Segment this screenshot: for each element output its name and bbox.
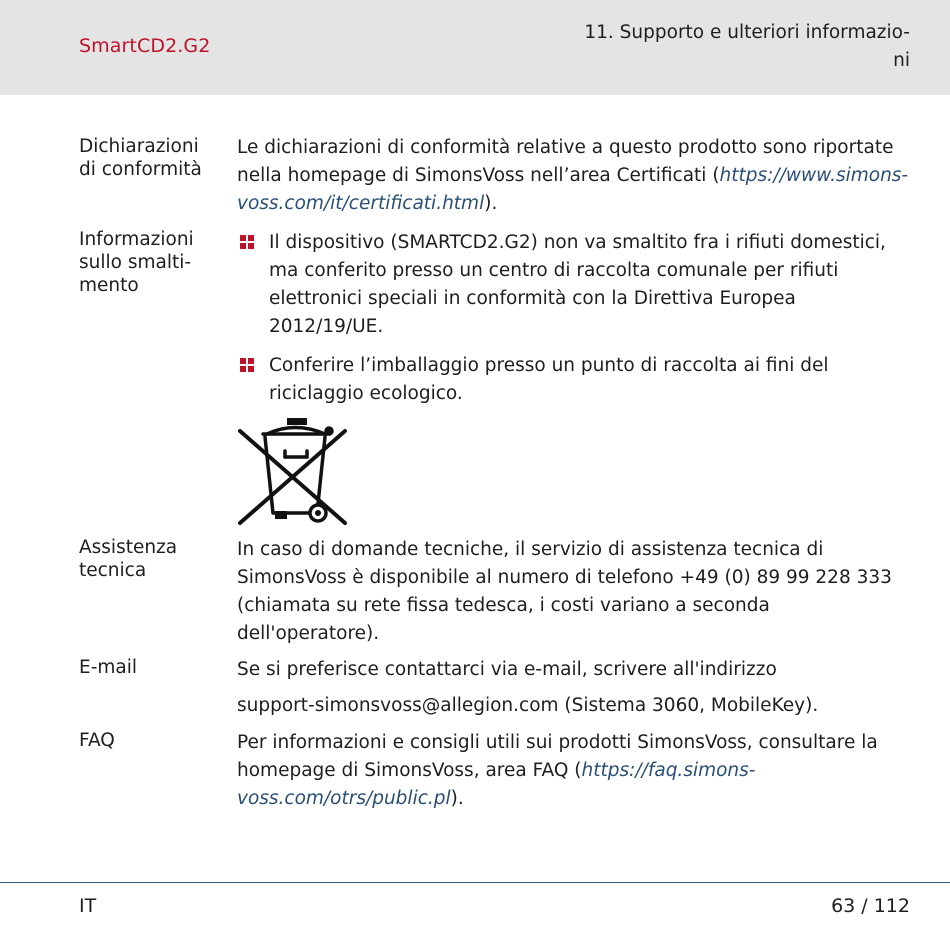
conformity-text-body: Le dichiarazioni di conformità relative a questo prodotto sono riportate nella homepage di SimonsVoss nell’area Certificati ( [237, 137, 894, 186]
disposal-bullet-text: Il dispositivo (SMARTCD2.G2) non va smaltito fra i rifiuti domestici, ma conferito presso un centro di raccolta comunale per rifiuti elettronici speciali in conformità con la Direttiva Europea 2012/19/UE. [269, 232, 886, 337]
red-square-bullet-icon [240, 358, 255, 373]
page-header [0, 0, 950, 95]
product-name: SmartCD2.G2 [79, 35, 211, 57]
footer-divider [0, 882, 950, 883]
email-label: E-mail [79, 657, 138, 678]
disposal-label [79, 228, 229, 297]
faq-text-end: ). [450, 788, 464, 809]
footer-language: IT [79, 895, 97, 917]
support-label [79, 536, 229, 582]
packaging-bullet-text: Conferire l’imballaggio presso un punto di raccolta ai fini del riciclaggio ecologico. [269, 355, 829, 404]
certificates-link[interactable]: https://www.simons-voss.com/it/certificati.html [237, 165, 909, 214]
disposal-label-line3: mento [79, 275, 139, 296]
email-text-line1: Se si preferisce contattarci via e-mail, scrivere all'indirizzo [237, 659, 777, 680]
email-text-line2: support-simonsvoss@allegion.com (Sistema 3060, MobileKey). [237, 695, 819, 716]
chapter-title-line2: ni [893, 50, 910, 71]
faq-link[interactable]: https://faq.simons-voss.com/otrs/public.pl [237, 760, 756, 809]
conformity-label [79, 135, 229, 181]
faq-text-body: Per informazioni e consigli utili sui prodotti SimonsVoss, consultare la homepage di SimonsVoss, area FAQ ( [237, 732, 878, 781]
support-text: In caso di domande tecniche, il servizio di assistenza tecnica di SimonsVoss è disponibile al numero di telefono +49 (0) 89 99 228 333 (chiamata su rete fissa tedesca, i costi variano a seconda dell'operatore). [237, 539, 892, 644]
support-label-line2: tecnica [79, 560, 147, 581]
conformity-text-end: ). [484, 193, 498, 214]
conformity-label-line1: Dichiarazioni [79, 136, 199, 157]
conformity-text [237, 134, 917, 218]
red-square-bullet-icon [240, 235, 255, 250]
conformity-label-line2: di conformità [79, 159, 202, 180]
disposal-label-line2: sullo smalti- [79, 252, 192, 273]
chapter-title-line1: 11. Supporto e ulteriori informazio- [584, 22, 910, 43]
faq-label: FAQ [79, 730, 115, 751]
faq-text [237, 729, 917, 813]
support-label-line1: Assistenza [79, 537, 178, 558]
crossed-out-wheelie-bin-icon [237, 415, 349, 527]
chapter-title [550, 19, 910, 75]
disposal-label-line1: Informazioni [79, 229, 194, 250]
page-number: 63 / 112 [831, 895, 910, 917]
